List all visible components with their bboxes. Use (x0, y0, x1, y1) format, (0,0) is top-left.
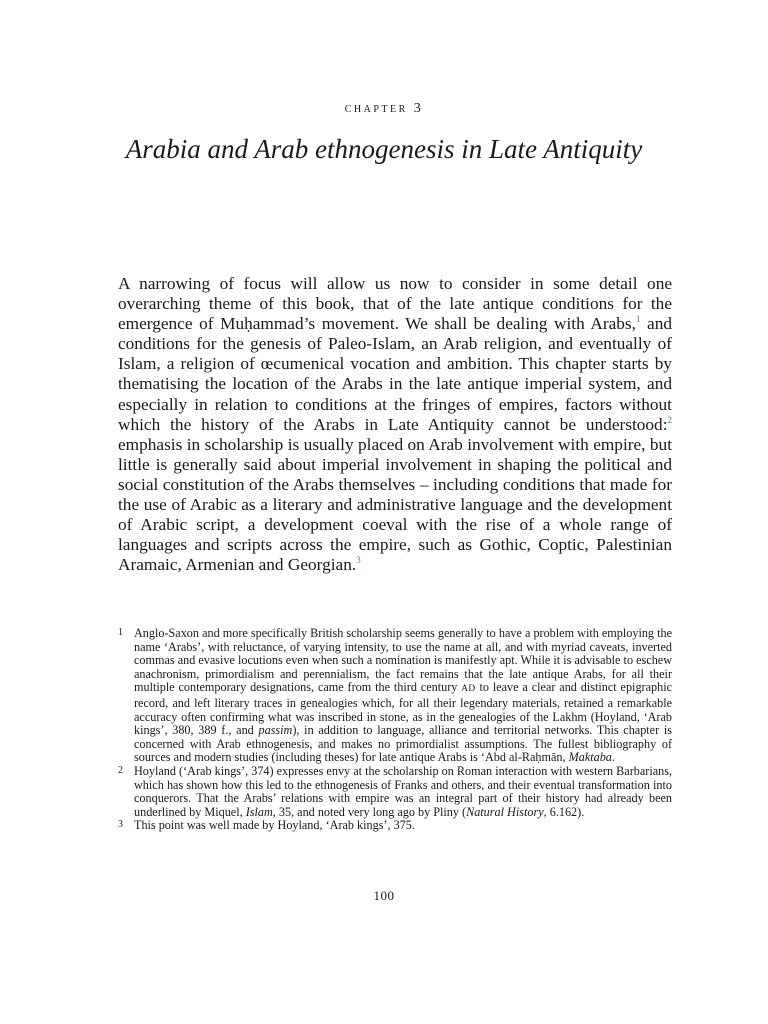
footnote-italic: Islam (245, 804, 273, 819)
footnote-1 (118, 627, 672, 765)
footnote-ref-1[interactable]: 1 (635, 314, 641, 325)
footnote-smallcaps: AD (461, 684, 476, 695)
footnote-text: Anglo-Saxon and more specifically British scholarship seems generally to have a problem with employing the name ‘Arabs’, with reluctance, of varying intensity, to use the name at all, and with myriad caveats, inverted commas and evasive locutions even when such a nomination is manifestly apt. While it is advisable to eschew anachronism, primordialism and perennialism, the fact remains that the late antique Arabs, for all their multiple contemporary designations, came from the third century (134, 626, 672, 695)
footnote-number: 1 (118, 627, 123, 638)
footnote-text: to leave a clear and distinct epigraphic record, and left literary traces in genealogies which, for all their legendary materials, retained a remarkable accuracy often confirming what was inscribed in stone, as in the genealogies of the Lakhm (Hoyland, ‘Arab kings’, 380, 389 f., and (134, 680, 672, 738)
body-text-part-2: and conditions for the genesis of Paleo-Islam, an Arab religion, and eventually of Islam, a religion of œcumenical vocation and ambition. This chapter starts by thematising the location of the Arabs in the late antique imperial system, and especially in relation to conditions at the fringes of empires, factors without which the history of the Arabs in Late Antiquity cannot be understood: (118, 314, 672, 434)
chapter-label: chapter 3 (344, 101, 424, 116)
footnote-italic: passim (258, 723, 293, 738)
footnote-italic: Maktaba (568, 750, 612, 765)
body-paragraph (118, 274, 672, 575)
footnote-text: , 35, and noted very long ago by Pliny ( (272, 804, 467, 819)
footnote-text: . (611, 750, 615, 765)
footnote-text: , 6.162). (543, 804, 585, 819)
chapter-title: Arabia and Arab ethnogenesis in Late Antiquity (125, 134, 643, 164)
footnote-number: 3 (118, 819, 123, 831)
footnote-3 (118, 819, 672, 833)
footnote-text: ), in addition to language, alliance and territorial networks. This chapter is concerned with Arab ethnogenesis, and makes no primordialist assumptions. The fullest bibliography of sources and modern studies (including theses) for late antique Arabs is ‘Abd al-Raḥmān, (134, 723, 672, 765)
footnotes (118, 627, 672, 833)
footnote-ref-3[interactable]: 3 (356, 555, 361, 566)
footnote-number: 2 (118, 764, 123, 776)
page-number: 100 (373, 888, 395, 903)
footnote-2 (118, 765, 672, 819)
body-text-part-3: emphasis in scholarship is usually placed on Arab involvement with empire, but little is generally said about imperial involvement in shaping the political and social constitution of the Arabs themselves – including conditions that made for the use of Arabic as a literary and administrative language and the development of Arabic script, a development coeval with the rise of a whole range of languages and scripts across the empire, such as Gothic, Coptic, Palestinian Aramaic, Armenian and Georgian. (118, 434, 672, 575)
footnote-text: Hoyland (‘Arab kings’, 374) expresses envy at the scholarship on Roman interaction with western Barbarians, which has shown how this led to the ethnogenesis of Franks and others, and their eventual transformation into conquerors. That the Arabs’ relations with empire was an integral part of their history had already been underlined by Miquel, (134, 763, 672, 819)
footnote-italic: Natural History (466, 804, 544, 819)
footnote-ref-2[interactable]: 2 (667, 414, 672, 425)
footnote-text: This point was well made by Hoyland, ‘Arab kings’, 375. (134, 818, 415, 833)
body-text-part-1: A narrowing of focus will allow us now to consider in some detail one overarching theme of this book, that of the late antique conditions for the emergence of Muḥammad’s movement. We shall be dealing with Arabs, (118, 274, 672, 334)
